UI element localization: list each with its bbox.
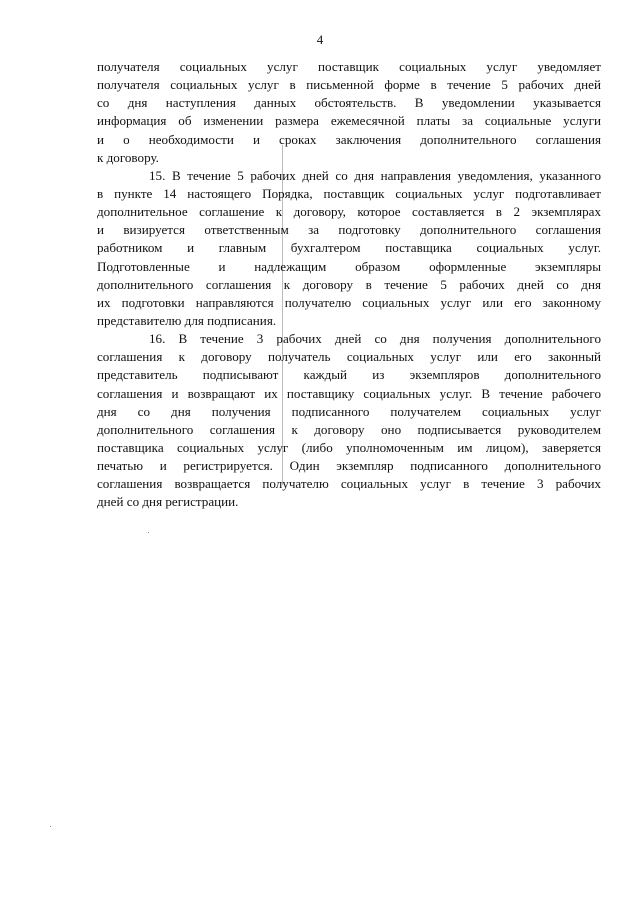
text-line: Подготовленные и надлежащим образом оформленные экземпляры	[97, 258, 601, 274]
paragraph-continued	[97, 58, 601, 167]
text-line: 15. В течение 5 рабочих дней со дня направления уведомления, указанного	[149, 167, 601, 183]
text-line: соглашения к договору получатель социальных услуг или его законный	[97, 349, 601, 365]
text-line: печатью и регистрируется. Один экземпляр подписанного дополнительного	[97, 458, 601, 474]
scan-speck	[148, 532, 149, 533]
text-line: дополнительного соглашения к договору оно подписывается руководителем	[97, 421, 601, 437]
text-line: соглашения возвращается получателю социальных услуг в течение 3 рабочих	[97, 476, 601, 492]
text-line: дополнительное соглашение к договору, которое составляется в 2 экземплярах	[97, 204, 601, 220]
page-number: 4	[316, 32, 324, 47]
text-line: работником и главным бухгалтером поставщика социальных услуг.	[97, 240, 601, 256]
text-line: дополнительного соглашения к договору в течение 5 рабочих дней со дня	[97, 276, 601, 292]
text-line: дней со дня регистрации.	[97, 494, 239, 510]
text-line: получателя социальных услуг поставщик социальных услуг уведомляет	[97, 59, 601, 74]
text-line: и о необходимости и сроках заключения дополнительного соглашения	[97, 131, 601, 147]
paragraph-16	[97, 330, 601, 511]
scan-speck	[50, 826, 51, 827]
text-line: получателя социальных услуг в письменной форме в течение 5 рабочих дней	[97, 77, 601, 93]
text-line: к договору.	[97, 149, 159, 165]
text-line: в пункте 14 настоящего Порядка, поставщик социальных услуг подготавливает	[97, 185, 601, 201]
text-line: представителю для подписания.	[97, 312, 277, 328]
text-line: их подготовки направляются получателю социальных услуг или его законному	[97, 294, 601, 310]
text-line: 16. В течение 3 рабочих дней со дня получения дополнительного	[149, 331, 601, 347]
text-line: поставщика социальных услуг (либо уполномоченным им лицом), заверяется	[97, 439, 601, 455]
text-line: со дня наступления данных обстоятельств. В уведомлении указывается	[97, 95, 601, 111]
text-line: и визируется ответственным за подготовку дополнительного соглашения	[97, 222, 601, 238]
document-body	[97, 58, 601, 512]
paragraph-15	[97, 167, 601, 330]
text-line: информация об изменении размера ежемесячной платы за социальные услуги	[97, 113, 601, 129]
text-line: дня со дня получения подписанного получателем социальных услуг	[97, 403, 601, 419]
text-line: соглашения и возвращают их поставщику социальных услуг. В течение рабочего	[97, 385, 601, 401]
text-line: представитель подписывают каждый из экземпляров дополнительного	[97, 367, 601, 383]
